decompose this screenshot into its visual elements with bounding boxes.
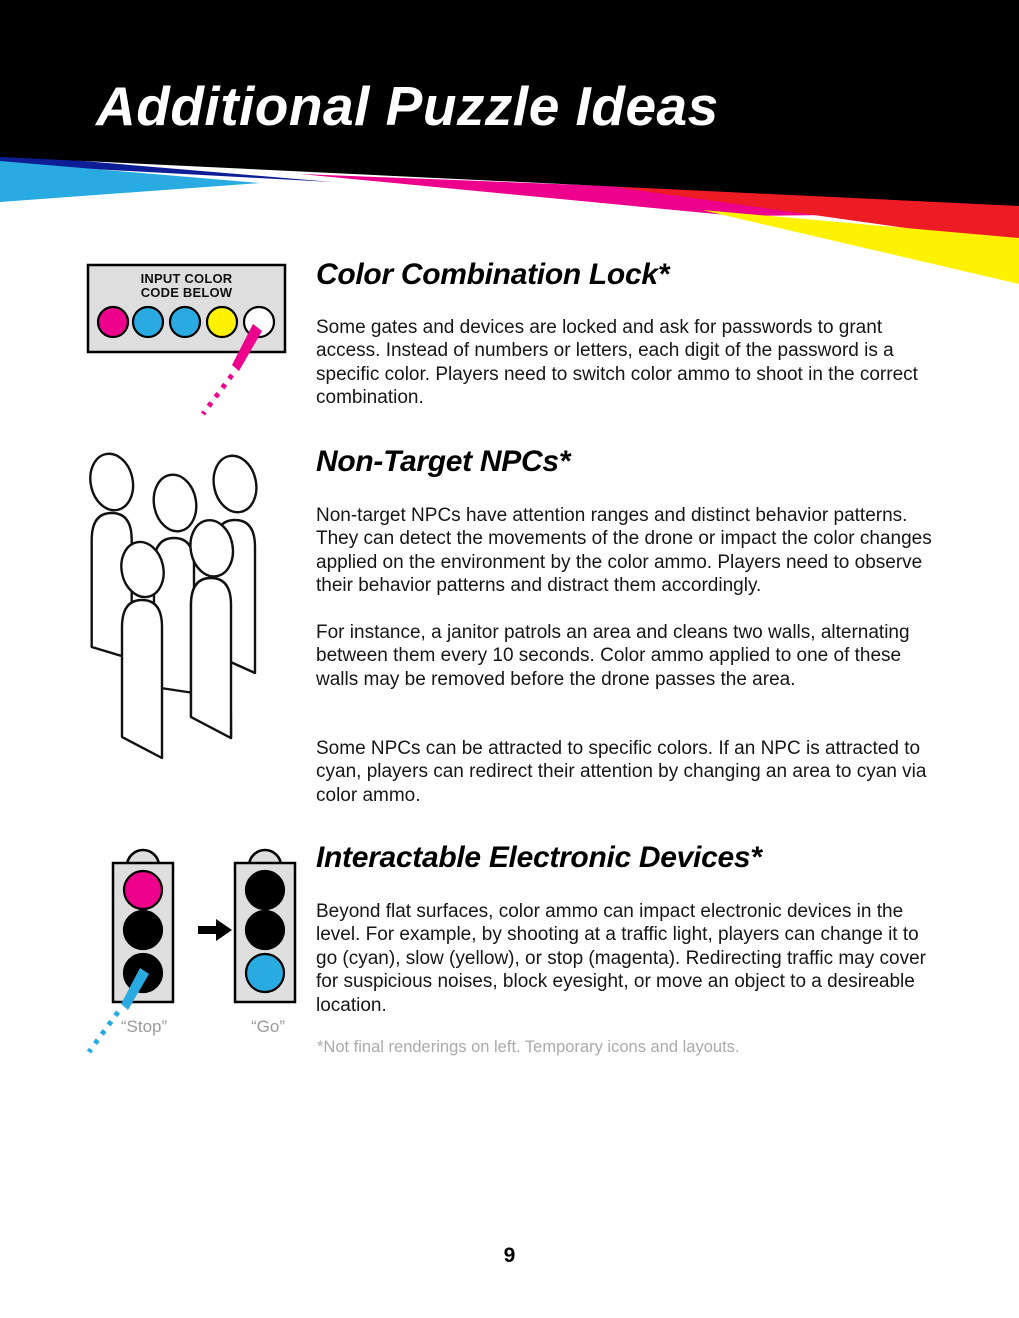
paragraph: Some gates and devices are locked and ask for passwords to grant access. Instead of numbers or letters, each digit of the password is a specific color. Players need to switch color ammo to shoot in the correct combination. [316, 317, 918, 409]
paragraph: Non-target NPCs have attention ranges and distinct behavior patterns. They can detect the movements of the drone or impact the color changes applied on the environment by the color ammo. Players need to observe their behavior patterns and distract them accordingly. [316, 505, 932, 597]
stop-label: “Stop” [120, 1017, 168, 1036]
lock-circle-cyan-2 [170, 307, 200, 337]
traffic-light-go [235, 850, 295, 1036]
magenta-shot-trail [203, 375, 232, 414]
go-label: “Go” [251, 1017, 285, 1036]
cyan-shot-trail [89, 1012, 118, 1052]
footnote: *Not final renderings on left. Temporary icons and layouts. [317, 1038, 740, 1056]
npc-figure-front-right [186, 517, 237, 738]
lock-panel-label-line2: CODE BELOW [140, 285, 233, 300]
right-arrow-icon [198, 919, 232, 941]
go-lamp-middle [246, 911, 284, 949]
stop-lamp-top-magenta [124, 871, 162, 909]
traffic-light-stop [89, 850, 173, 1052]
go-lamp-top [246, 871, 284, 909]
paragraph: Some NPCs can be attracted to specific colors. If an NPC is attracted to cyan, players can redirect their attention by changing an area to cyan via color ammo. [316, 738, 927, 806]
npc-figure-front-left [116, 538, 168, 758]
lock-circle-yellow [207, 307, 237, 337]
traffic-light-illustration [85, 840, 310, 1065]
paragraph: Beyond flat surfaces, color ammo can impact electronic devices in the level. For example, by shooting at a traffic light, players can change it to go (cyan), slow (yellow), or stop (magenta). Redirecting traffic may cover for suspicious noises, block eyesight, or move an object to a desireable location. [316, 901, 926, 1016]
lock-circle-cyan-1 [133, 307, 163, 337]
go-lamp-bottom-cyan [246, 954, 284, 992]
section-heading-interactable-electronic-devices: Interactable Electronic Devices* [316, 841, 762, 874]
lock-circle-magenta [98, 307, 128, 337]
page-title: Additional Puzzle Ideas [96, 75, 719, 137]
stop-lamp-middle [124, 911, 162, 949]
section-heading-color-combination-lock: Color Combination Lock* [316, 258, 670, 291]
section-heading-non-target-npcs: Non-Target NPCs* [316, 445, 571, 478]
page-number: 9 [503, 1244, 516, 1267]
paragraph: For instance, a janitor patrols an area and cleans two walls, alternating between them every 10 seconds. Color ammo applied to one of these walls may be removed before the drone passes the area. [316, 622, 910, 690]
lock-panel-label-line1: INPUT COLOR [140, 271, 233, 286]
color-lock-illustration [86, 258, 298, 423]
npc-crowd-illustration [75, 445, 305, 780]
